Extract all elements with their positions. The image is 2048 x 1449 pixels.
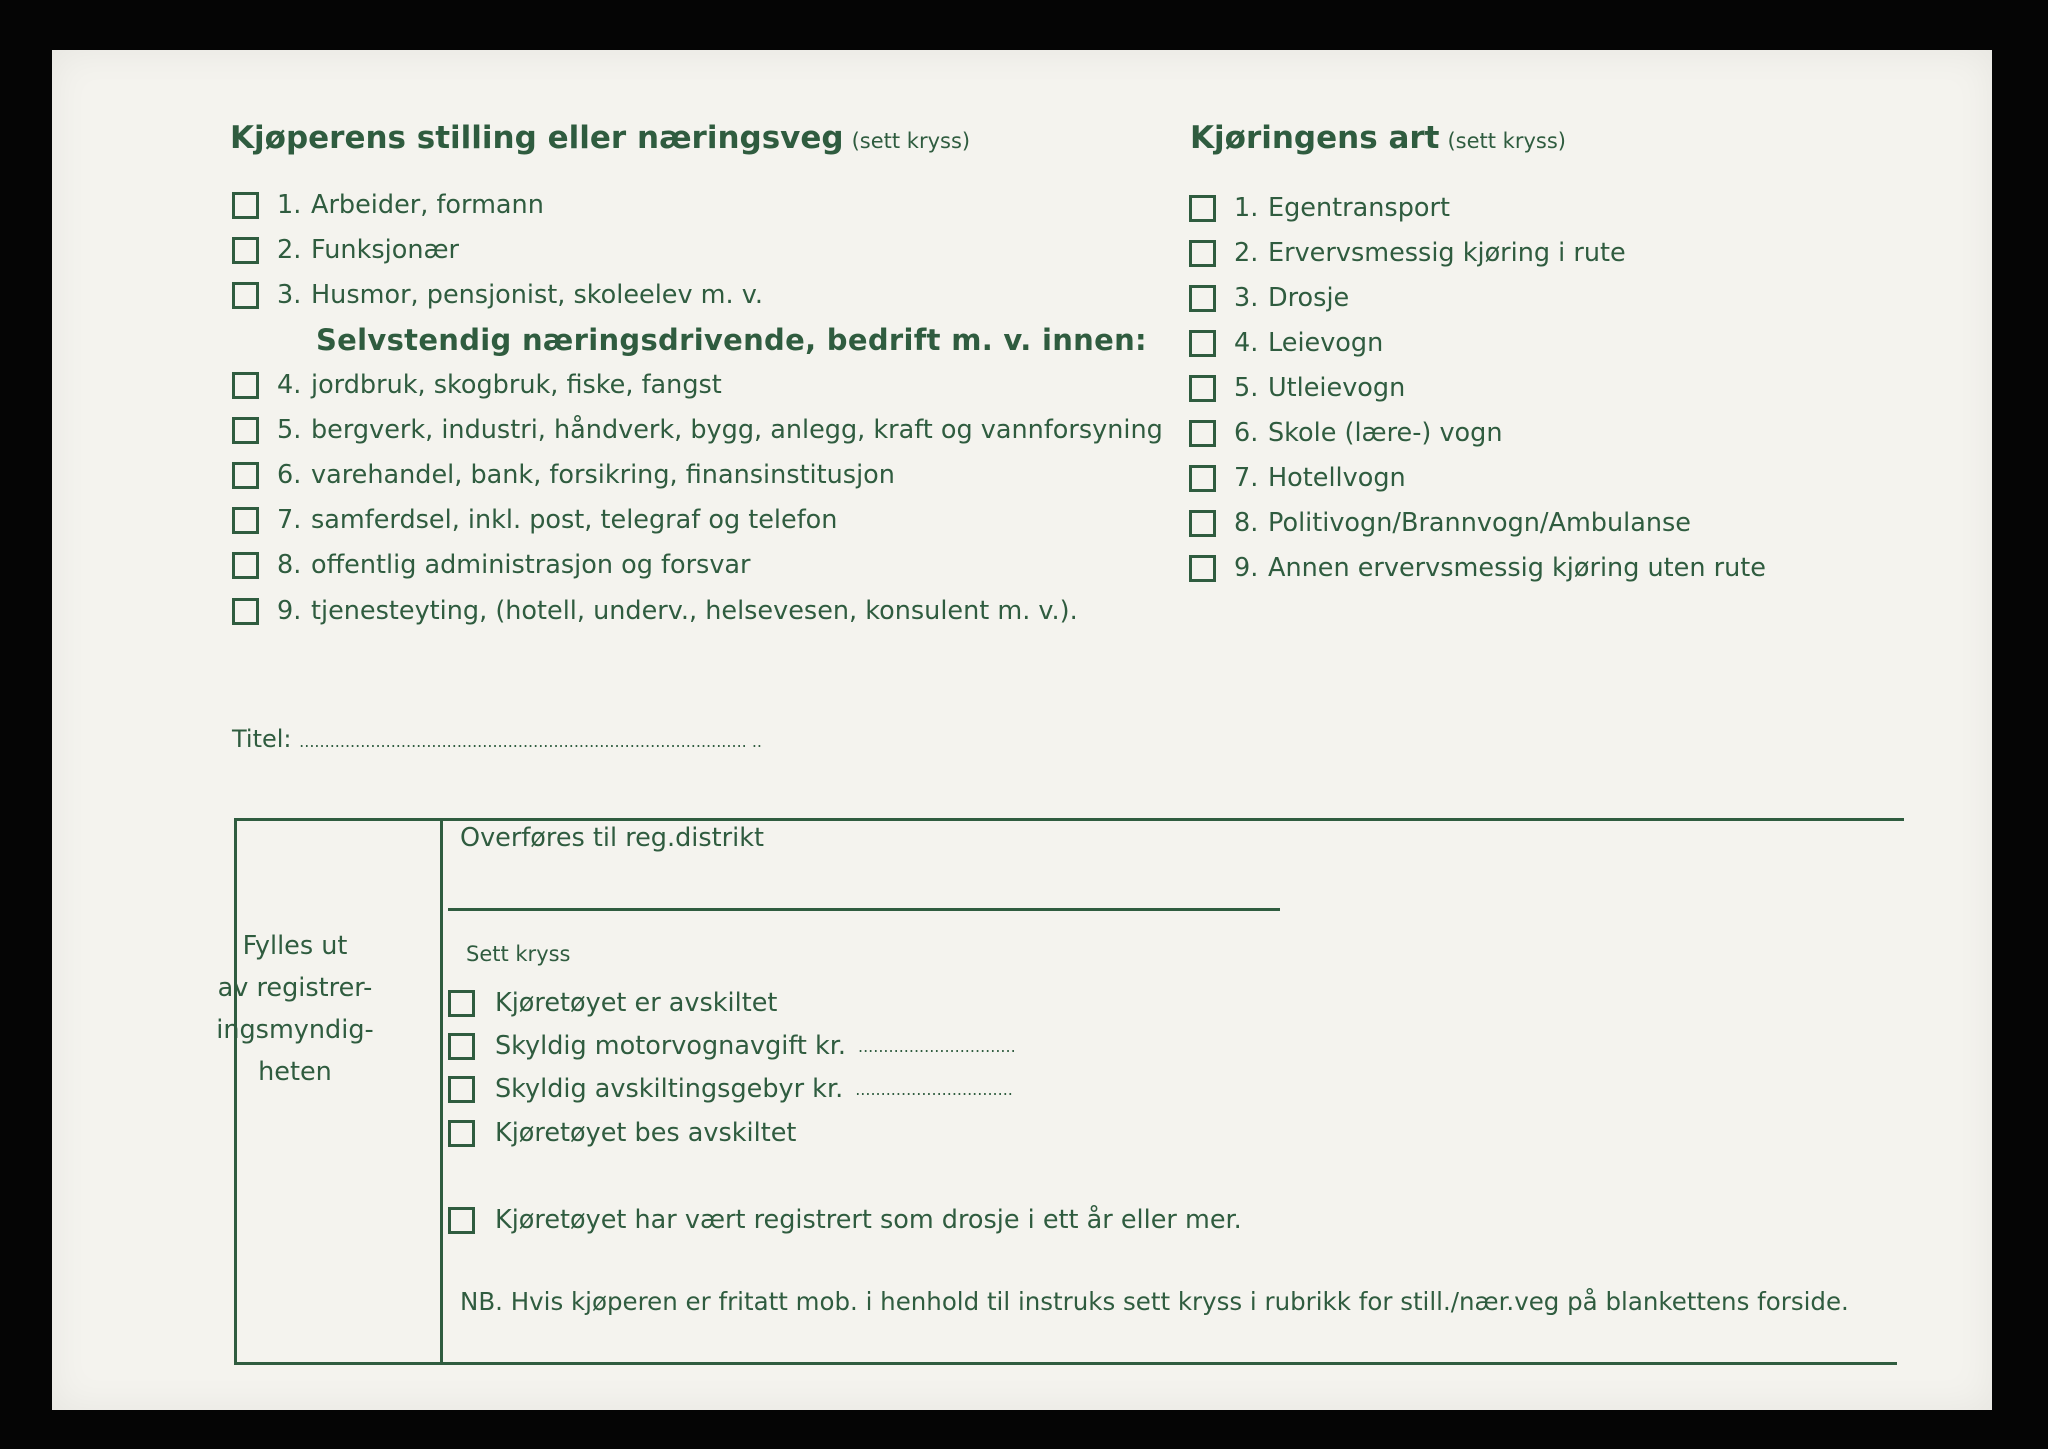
driving-type-4-number: 4. [1234,328,1259,358]
registration-check-2-row[interactable] [448,1031,1016,1061]
registration-check-4-row[interactable] [448,1118,808,1148]
driving-type-9-number: 9. [1234,553,1259,583]
occupation-2-number: 2. [277,235,302,265]
occupation-2-label: Funksjonær [311,235,460,265]
driving-type-8-label: Politivogn/Brannvogn/Ambulanse [1268,508,1691,538]
driving-type-8-number: 8. [1234,508,1259,538]
driving-type-4-label: Leievogn [1268,328,1384,358]
driving-type-7-label: Hotellvogn [1268,463,1406,493]
driving-type-4-checkbox[interactable] [1189,330,1216,357]
occupation-3-number: 3. [277,280,302,310]
occupation-8-checkbox[interactable] [232,552,259,579]
registration-check-2-label: Skyldig motorvognavgift kr. [495,1031,846,1061]
driving-type-6-checkbox[interactable] [1189,420,1216,447]
driving-type-9-label: Annen ervervsmessig kjøring uten rute [1268,553,1766,583]
occupation-5-checkbox[interactable] [232,417,259,444]
driving-type-7-row[interactable] [1189,463,1406,493]
occupation-1-checkbox[interactable] [232,192,259,219]
occupation-3-row[interactable] [232,280,763,310]
driving-type-5-label: Utleievogn [1268,373,1406,403]
occupation-2-row[interactable] [232,235,459,265]
occupation-2-checkbox[interactable] [232,237,259,264]
driving-type-3-number: 3. [1234,283,1259,313]
box-top-border [234,818,1904,821]
occupation-1-row[interactable] [232,190,544,220]
occupation-3-checkbox[interactable] [232,282,259,309]
driving-type-8-checkbox[interactable] [1189,510,1216,537]
occupation-7-checkbox[interactable] [232,507,259,534]
driving-type-7-number: 7. [1234,463,1259,493]
driving-type-hint: (sett kryss) [1447,129,1566,153]
occupation-7-number: 7. [277,505,302,535]
driving-type-9-checkbox[interactable] [1189,555,1216,582]
driving-type-1-label: Egentransport [1268,193,1450,223]
registration-check-2-checkbox[interactable] [448,1033,475,1060]
buyer-occupation-heading [230,120,970,156]
fylles-line-2: av registrer- [217,973,373,1003]
occupation-6-checkbox[interactable] [232,462,259,489]
box-divider [440,818,443,1365]
registration-check-3-row[interactable] [448,1074,1013,1104]
occupation-8-number: 8. [277,550,302,580]
titel-dots: ........................................................................................ .. [299,732,762,751]
buyer-occupation-hint: (sett kryss) [851,129,971,153]
driving-type-title: Kjøringens art [1190,120,1440,156]
occupation-5-row[interactable] [232,415,1163,445]
occupation-9-label: tjenesteyting, (hotell, underv., helsevesen, konsulent m. v.). [311,596,1078,626]
drosje-checkbox[interactable] [448,1207,475,1234]
registration-check-1-checkbox[interactable] [448,990,475,1017]
occupation-4-number: 4. [277,370,302,400]
driving-type-7-checkbox[interactable] [1189,465,1216,492]
occupation-5-number: 5. [277,415,302,445]
titel-field[interactable] [232,725,762,753]
registration-check-3-label: Skyldig avskiltingsgebyr kr. [495,1074,844,1104]
occupation-3-label: Husmor, pensjonist, skoleelev m. v. [311,280,763,310]
registration-check-1-row[interactable] [448,988,789,1018]
registration-check-2-dots: ............................... [858,1036,1016,1056]
driving-type-8-row[interactable] [1189,508,1691,538]
driving-type-2-label: Ervervsmessig kjøring i rute [1268,238,1626,268]
occupation-8-label: offentlig administrasjon og forsvar [311,550,751,580]
driving-type-3-label: Drosje [1268,283,1350,313]
occupation-9-checkbox[interactable] [232,598,259,625]
drosje-checkbox-row[interactable] [448,1205,1242,1235]
occupation-7-label: samferdsel, inkl. post, telegraf og telefon [311,505,838,535]
occupation-6-label: varehandel, bank, forsikring, finansinstitusjon [311,460,895,490]
registration-check-4-checkbox[interactable] [448,1120,475,1147]
driving-type-3-row[interactable] [1189,283,1349,313]
driving-type-6-label: Skole (lære-) vogn [1268,418,1503,448]
driving-type-2-checkbox[interactable] [1189,240,1216,267]
driving-type-1-number: 1. [1234,193,1259,223]
occupation-1-label: Arbeider, formann [311,190,544,220]
driving-type-5-number: 5. [1234,373,1259,403]
driving-type-5-row[interactable] [1189,373,1405,403]
driving-type-1-row[interactable] [1189,193,1450,223]
registration-authority-note [205,925,385,1093]
registration-check-3-checkbox[interactable] [448,1076,475,1103]
sett-kryss-label: Sett kryss [466,942,571,966]
occupation-5-label: bergverk, industri, håndverk, bygg, anlegg, kraft og vannforsyning [311,415,1163,445]
fylles-line-4: heten [258,1057,332,1087]
occupation-1-number: 1. [277,190,302,220]
occupation-6-number: 6. [277,460,302,490]
occupation-7-row[interactable] [232,505,837,535]
driving-type-heading [1190,120,1566,156]
driving-type-2-number: 2. [1234,238,1259,268]
driving-type-9-row[interactable] [1189,553,1766,583]
occupation-4-checkbox[interactable] [232,372,259,399]
registration-check-1-label: Kjøretøyet er avskiltet [495,988,778,1018]
fylles-line-1: Fylles ut [242,931,348,961]
nb-note: NB. Hvis kjøperen er fritatt mob. i henhold til instruks sett kryss i rubrikk for still./nær.veg på blankettens forside. [460,1287,1849,1316]
occupation-9-row[interactable] [232,596,1078,626]
transfer-district-label: Overføres til reg.distrikt [460,823,764,853]
driving-type-3-checkbox[interactable] [1189,285,1216,312]
drosje-label: Kjøretøyet har vært registrert som drosje i ett år eller mer. [495,1205,1242,1235]
driving-type-1-checkbox[interactable] [1189,195,1216,222]
buyer-occupation-title: Kjøperens stilling eller næringsveg [230,120,844,156]
transfer-district-line[interactable] [448,908,1280,911]
fylles-line-3: ingsmyndig- [216,1015,374,1045]
occupation-6-row[interactable] [232,460,895,490]
driving-type-6-row[interactable] [1189,418,1503,448]
box-bottom-border [234,1362,1897,1365]
registration-check-4-label: Kjøretøyet bes avskiltet [495,1118,797,1148]
occupation-9-number: 9. [277,596,302,626]
occupation-4-row[interactable] [232,370,722,400]
driving-type-5-checkbox[interactable] [1189,375,1216,402]
driving-type-2-row[interactable] [1189,238,1626,268]
self-employed-subheading: Selvstendig næringsdrivende, bedrift m. v. innen: [316,323,1147,357]
registration-check-3-dots: ............................... [855,1079,1013,1099]
titel-label: Titel: [232,725,292,753]
occupation-4-label: jordbruk, skogbruk, fiske, fangst [311,370,722,400]
driving-type-6-number: 6. [1234,418,1259,448]
occupation-8-row[interactable] [232,550,751,580]
driving-type-4-row[interactable] [1189,328,1383,358]
